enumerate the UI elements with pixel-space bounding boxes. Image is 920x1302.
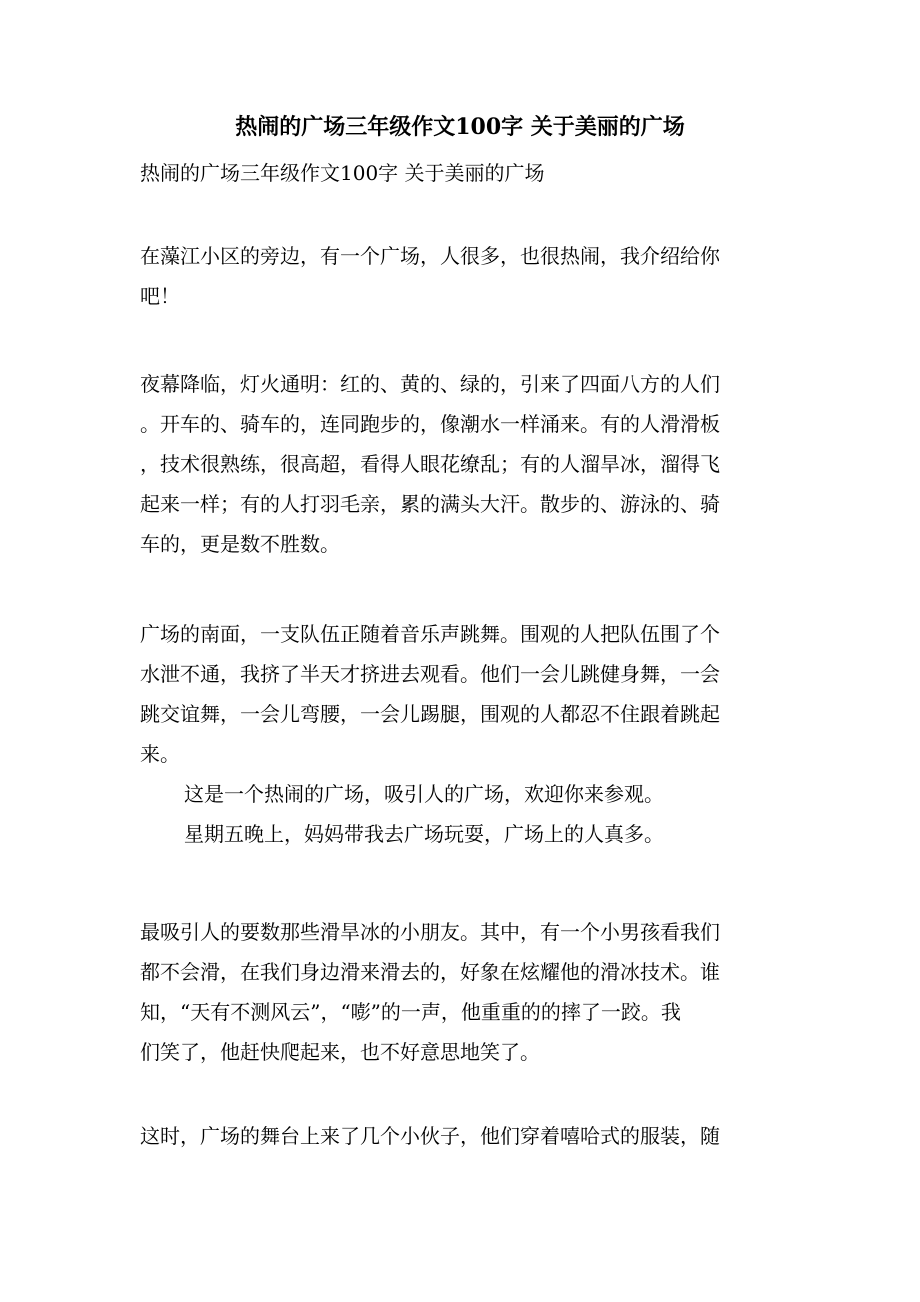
paragraph-line: 们笑了，他赶快爬起来，也不好意思地笑了。 bbox=[140, 1040, 540, 1064]
paragraph-line: ，技术很熟练，很高超，看得人眼花缭乱；有的人溜旱冰，溜得飞 bbox=[140, 452, 720, 476]
paragraph-line: 这是一个热闹的广场，吸引人的广场，欢迎你来参观。 bbox=[184, 782, 664, 806]
paragraph-line: 知，“天有不测风云”，“嘭”的一声，他重重的的摔了一跤。我 bbox=[140, 1000, 681, 1024]
paragraph-line: 车的，更是数不胜数。 bbox=[140, 532, 340, 556]
paragraph-intro bbox=[140, 236, 780, 316]
paragraph-line: 来。 bbox=[140, 742, 180, 766]
paragraph-line: 在藻江小区的旁边，有一个广场，人很多，也很热闹，我介绍给你 bbox=[140, 244, 720, 268]
paragraph-line: 水泄不通，我挤了半天才挤进去观看。他们一会儿跳健身舞，一会 bbox=[140, 662, 720, 686]
paragraph-line: 夜幕降临，灯火通明：红的、黄的、绿的，引来了四面八方的人们 bbox=[140, 372, 720, 396]
paragraph-line: 起来一样；有的人打羽毛亲，累的满头大汗。散步的、游泳的、骑 bbox=[140, 492, 720, 516]
paragraph-night-scene bbox=[140, 364, 780, 564]
paragraph-line: 跳交谊舞，一会儿弯腰，一会儿踢腿，围观的人都忍不住跟着跳起 bbox=[140, 702, 720, 726]
document-subtitle: 热闹的广场三年级作文100字 关于美丽的广场 bbox=[140, 161, 545, 185]
paragraph-dancing bbox=[140, 614, 780, 854]
paragraph-line: 这时，广场的舞台上来了几个小伙子，他们穿着嘻哈式的服装，随 bbox=[140, 1124, 720, 1148]
paragraph-skating bbox=[140, 912, 780, 1072]
paragraph-line: 星期五晚上，妈妈带我去广场玩耍，广场上的人真多。 bbox=[184, 822, 664, 846]
paragraph-stage bbox=[140, 1116, 780, 1156]
paragraph-line: 都不会滑，在我们身边滑来滑去的，好象在炫耀他的滑冰技术。谁 bbox=[140, 960, 720, 984]
paragraph-line: 。开车的、骑车的，连同跑步的，像潮水一样涌来。有的人滑滑板 bbox=[140, 412, 720, 436]
paragraph-line: 广场的南面，一支队伍正随着音乐声跳舞。围观的人把队伍围了个 bbox=[140, 622, 720, 646]
paragraph-line: 吧！ bbox=[140, 284, 180, 308]
paragraph-line: 最吸引人的要数那些滑旱冰的小朋友。其中，有一个小男孩看我们 bbox=[140, 920, 720, 944]
document-title: 热闹的广场三年级作文100字 关于美丽的广场 bbox=[235, 114, 685, 140]
